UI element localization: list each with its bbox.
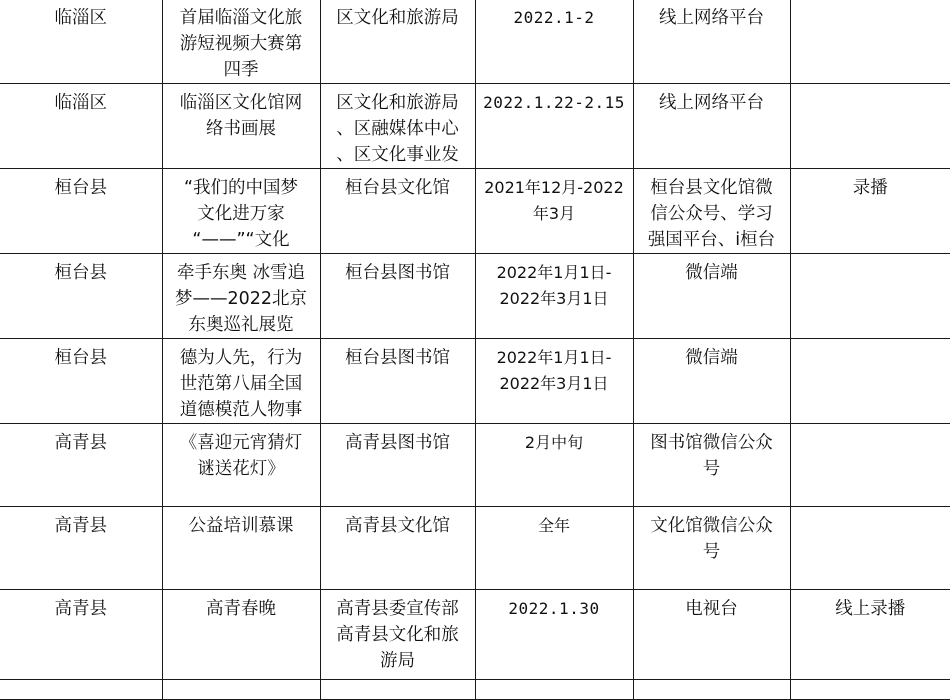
- cell-platform: [633, 507, 790, 590]
- activity-text: [163, 169, 320, 253]
- time-line: 2022年3月1日: [499, 289, 609, 308]
- activity-line: 高青春晚: [206, 599, 276, 619]
- cell-mode: [790, 424, 950, 507]
- time-text: [476, 0, 633, 31]
- organizer-line: 高青县委宣传部: [336, 599, 459, 619]
- table-row: [0, 507, 950, 590]
- organizer-line: 、区融媒体中心: [336, 119, 459, 139]
- time-text: [476, 254, 633, 312]
- activity-line: 四季: [223, 60, 259, 80]
- organizer-text: [321, 424, 475, 456]
- activity-line: 谜送花灯》: [197, 459, 285, 479]
- cell-platform: [633, 254, 790, 339]
- organizer-text: [321, 590, 475, 674]
- cell-organizer: [320, 84, 475, 169]
- cell-mode: [790, 507, 950, 590]
- activity-text: [163, 507, 320, 539]
- platform-line: 线上网络平台: [659, 93, 764, 113]
- organizer-text: [321, 507, 475, 539]
- activity-line: 络书画展: [206, 119, 276, 139]
- organizer-line: 高青县图书馆: [345, 433, 450, 453]
- cell-platform: [633, 0, 790, 84]
- cell-platform: [633, 84, 790, 169]
- cell-organizer: [320, 680, 475, 700]
- mode-text: [791, 590, 951, 622]
- activity-line: 道德模范人物事: [179, 400, 303, 420]
- organizer-text: [321, 84, 475, 168]
- cell-organizer: [320, 590, 475, 680]
- cell-mode: [790, 169, 950, 254]
- cell-region: [0, 590, 162, 680]
- platform-line: 号: [702, 542, 721, 562]
- organizer-text: [321, 0, 475, 31]
- platform-line: 微信端: [685, 348, 738, 368]
- table-row: [0, 254, 950, 339]
- activity-text: [163, 254, 320, 338]
- activity-line: 《喜迎元宵猜灯: [179, 433, 303, 453]
- activity-line: 游短视频大赛第: [179, 34, 303, 54]
- region-text: [0, 0, 162, 31]
- cell-mode: [790, 84, 950, 169]
- cell-organizer: [320, 507, 475, 590]
- cell-region: [0, 339, 162, 424]
- table-row: [0, 590, 950, 680]
- platform-line: 信公众号、学习: [650, 204, 773, 224]
- platform-text: [634, 424, 790, 482]
- time-text: [476, 169, 633, 227]
- platform-text: [634, 0, 790, 31]
- cell-time: [475, 507, 633, 590]
- cell-organizer: [320, 339, 475, 424]
- cell-organizer: [320, 0, 475, 84]
- platform-line: 图书馆微信公众: [650, 433, 773, 453]
- organizer-line: 桓台县文化馆: [345, 178, 450, 198]
- cell-region: [0, 254, 162, 339]
- platform-line: 微信端: [685, 263, 738, 283]
- table-row: [0, 424, 950, 507]
- region-text: [0, 339, 162, 371]
- region-text: [0, 84, 162, 116]
- cell-activity: [162, 424, 320, 507]
- time-text: [476, 424, 633, 456]
- region-line: 桓台县: [54, 263, 107, 283]
- cell-platform: [633, 424, 790, 507]
- cell-mode: [790, 339, 950, 424]
- mode-line: 录播: [852, 178, 888, 198]
- activity-text: [163, 590, 320, 622]
- time-line: 2022年3月1日: [499, 374, 609, 393]
- platform-line: 强国平台、i桓台: [647, 230, 776, 250]
- mode-text: [791, 169, 951, 201]
- organizer-text: [321, 339, 475, 371]
- mode-text: [791, 84, 951, 90]
- organizer-line: 区文化和旅游局: [336, 93, 459, 113]
- table-row: [0, 680, 950, 700]
- region-text: [0, 169, 162, 201]
- cell-organizer: [320, 169, 475, 254]
- region-line: 高青县: [54, 433, 107, 453]
- cell-time: [475, 680, 633, 700]
- platform-line: 电视台: [685, 599, 738, 619]
- organizer-line: 、区文化事业发: [336, 145, 459, 165]
- cell-time: [475, 169, 633, 254]
- cell-mode: [790, 254, 950, 339]
- mode-text: [791, 339, 951, 345]
- time-line: 2022.1.22-2.15: [483, 93, 625, 112]
- table-row: [0, 169, 950, 254]
- cell-region: [0, 680, 162, 700]
- mode-text: [791, 0, 951, 5]
- region-text: [0, 507, 162, 539]
- organizer-line: 高青县文化和旅: [336, 625, 459, 645]
- organizer-line: 桓台县图书馆: [345, 263, 450, 283]
- time-line: 2022年1月1日-: [496, 348, 612, 367]
- region-text: [0, 254, 162, 286]
- cell-time: [475, 254, 633, 339]
- organizer-line: 游局: [380, 651, 415, 671]
- cell-activity: [162, 84, 320, 169]
- time-line: 2022.1-2: [513, 8, 595, 27]
- cell-platform: [633, 169, 790, 254]
- cell-region: [0, 0, 162, 84]
- region-line: 临淄区: [54, 93, 107, 113]
- cell-platform: [633, 680, 790, 700]
- cell-platform: [633, 590, 790, 680]
- cell-activity: [162, 169, 320, 254]
- platform-text: [634, 339, 790, 371]
- time-line: 2022年1月1日-: [496, 263, 612, 282]
- time-line: 年3月: [532, 204, 576, 223]
- platform-line: 桓台县文化馆微: [650, 178, 773, 198]
- platform-line: 文化馆微信公众: [650, 516, 773, 536]
- activity-line: 德为人先，行为: [179, 348, 303, 368]
- region-line: 临淄区: [54, 8, 107, 28]
- cell-mode: [790, 590, 950, 680]
- region-line: 高青县: [54, 516, 107, 536]
- region-text: [0, 590, 162, 622]
- cell-time: [475, 424, 633, 507]
- activity-line: 世范第八届全国: [179, 374, 303, 394]
- cell-platform: [633, 339, 790, 424]
- organizer-text: [321, 169, 475, 201]
- table-row: [0, 339, 950, 424]
- platform-text: [634, 169, 790, 253]
- organizer-line: 高青县文化馆: [345, 516, 450, 536]
- cell-activity: [162, 0, 320, 84]
- time-text: [476, 507, 633, 539]
- cell-time: [475, 590, 633, 680]
- cell-region: [0, 424, 162, 507]
- platform-line: 线上网络平台: [659, 8, 764, 28]
- activity-text: [163, 339, 320, 423]
- cell-region: [0, 507, 162, 590]
- cell-region: [0, 169, 162, 254]
- activity-line: 公益培训慕课: [188, 516, 294, 536]
- cell-mode: [790, 0, 950, 84]
- region-line: 高青县: [54, 599, 107, 619]
- cell-time: [475, 339, 633, 424]
- cell-organizer: [320, 254, 475, 339]
- cell-activity: [162, 680, 320, 700]
- platform-text: [634, 507, 790, 565]
- cell-activity: [162, 339, 320, 424]
- region-line: 桓台县: [54, 348, 107, 368]
- activity-line: 首届临淄文化旅: [179, 8, 303, 28]
- activity-text: [163, 84, 320, 142]
- time-line: 2022.1.30: [508, 599, 600, 618]
- table-row: [0, 84, 950, 169]
- region-line: 桓台县: [54, 178, 107, 198]
- platform-text: [634, 254, 790, 286]
- activity-text: [163, 0, 320, 83]
- activity-line: 文化进万家: [197, 204, 285, 224]
- cell-mode: [790, 680, 950, 700]
- activity-line: 牵手东奥 冰雪追: [176, 263, 306, 283]
- activity-line: 临淄区文化馆网: [179, 93, 303, 113]
- platform-text: [634, 590, 790, 622]
- time-text: [476, 590, 633, 622]
- activity-text: [163, 424, 320, 482]
- time-line: 全年: [537, 516, 570, 535]
- activity-line: “我们的中国梦: [183, 178, 299, 198]
- organizer-line: 区文化和旅游局: [336, 8, 459, 28]
- time-line: 2021年12月-2022: [484, 178, 624, 197]
- organizer-line: 桓台县图书馆: [345, 348, 450, 368]
- table-row: [0, 0, 950, 84]
- mode-text: [791, 424, 951, 430]
- mode-line: 线上录播: [835, 599, 906, 619]
- cell-activity: [162, 507, 320, 590]
- time-line: 2月中旬: [524, 433, 584, 452]
- cell-organizer: [320, 424, 475, 507]
- mode-text: [791, 254, 951, 260]
- activity-line: 梦——2022北京: [174, 289, 308, 309]
- cell-activity: [162, 254, 320, 339]
- activity-line: “——”“文化: [192, 230, 290, 250]
- organizer-text: [321, 254, 475, 286]
- activity-line: 东奥巡礼展览: [188, 315, 294, 335]
- cell-region: [0, 84, 162, 169]
- platform-text: [634, 84, 790, 116]
- time-text: [476, 84, 633, 116]
- platform-line: 号: [702, 459, 721, 479]
- cell-time: [475, 84, 633, 169]
- cell-time: [475, 0, 633, 84]
- cell-activity: [162, 590, 320, 680]
- mode-text: [791, 507, 951, 513]
- region-text: [0, 424, 162, 456]
- time-text: [476, 339, 633, 397]
